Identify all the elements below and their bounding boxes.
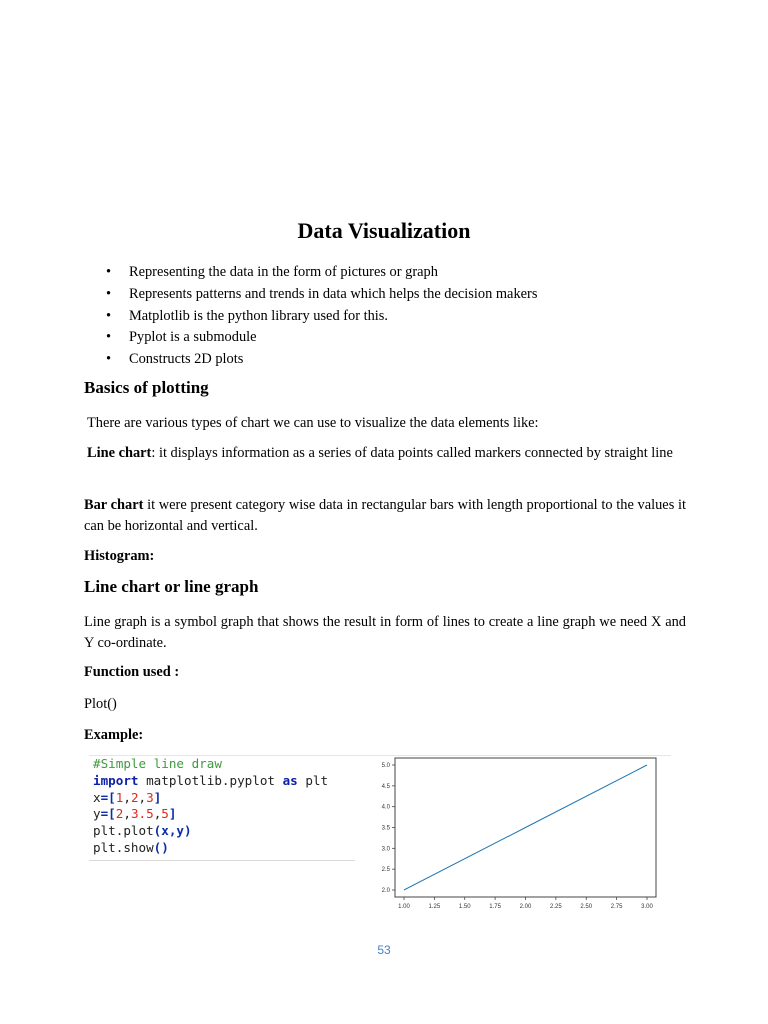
line-chart-paragraph [87,443,686,464]
code-keyword: import [93,772,139,788]
code-text: , [123,806,131,822]
code-keyword: as [282,772,298,788]
code-text: , [123,789,131,805]
series-layer [404,765,647,890]
code-operator: (x,y) [153,823,192,839]
series-line [404,765,647,890]
y-tick-label: 3.0 [381,846,390,853]
page-number: 53 [377,943,391,957]
code-line [89,806,355,823]
code-text: plt.show [93,839,154,855]
x-tick-label: 2.00 [519,904,532,910]
list-item: • Pyplot is a submodule [106,327,537,349]
y-tick-label: 3.5 [381,825,390,832]
y-tick-label: 2.0 [381,888,390,894]
x-tick-label: 2.75 [610,904,623,910]
code-block [89,756,355,861]
list-item: • Constructs 2D plots [106,349,537,371]
code-text: , [153,806,162,822]
code-line [89,823,355,840]
code-line [89,840,355,857]
line-chart-text: : it displays information as a series of data points called markers connected by straight line [151,445,673,461]
y-tick-label: 2.5 [381,867,390,874]
x-tick-label: 1.25 [428,904,441,910]
code-operator: ] [153,789,162,805]
x-axis [398,897,653,910]
code-text: matplotlib.pyplot [138,772,283,788]
bar-chart-label: Bar chart [84,497,144,513]
x-tick-label: 1.00 [398,904,410,910]
code-text: , [138,789,147,805]
code-number: 1 [115,789,124,805]
intro-paragraph: There are various types of chart we can use to visualize the data elements like: [87,415,539,431]
line-chart-label: Line chart [87,445,152,461]
code-operator: () [153,839,169,855]
y-tick-label: 5.0 [381,763,390,769]
list-item: • Representing the data in the form of pictures or graph [106,262,537,284]
code-operator: =[ [100,789,116,805]
code-text: plt [297,772,329,788]
bullet-list [106,262,537,371]
code-comment: #Simple line draw [93,756,222,771]
code-text: y [93,806,101,822]
code-number: 3.5 [130,806,154,822]
x-tick-label: 1.50 [458,904,471,910]
list-item: • Matplotlib is the python library used for this. [106,306,537,328]
code-text: x [93,789,101,805]
page-title: Data Visualization [297,218,471,243]
x-tick-label: 2.50 [580,904,593,910]
y-tick-label: 4.5 [381,783,390,790]
bar-chart-paragraph [84,495,686,536]
histogram-label: Histogram: [84,548,155,564]
heading-line-chart: Line chart or line graph [84,577,259,596]
example-label: Example: [84,727,144,743]
code-operator: =[ [100,806,116,822]
bar-chart-text: it were present category wise data in rectangular bars with length proportional to the values it can be horizontal and vertical. [84,497,686,534]
code-number: 3 [146,789,154,805]
x-tick-label: 1.75 [489,904,501,910]
code-number: 2 [115,806,124,822]
x-tick-label: 3.00 [641,904,653,910]
code-number: 2 [130,789,139,805]
code-number: 5 [161,806,169,822]
code-line [89,756,355,773]
code-line [89,773,355,790]
y-tick-label: 4.0 [381,804,390,811]
code-operator: ] [168,806,177,822]
code-text: plt.plot [93,823,154,839]
line-chart [360,756,660,916]
heading-basics-of-plotting: Basics of plotting [84,378,209,397]
function-name: Plot() [84,696,117,712]
function-used-label: Function used : [84,664,180,680]
x-tick-label: 2.25 [550,904,562,910]
line-graph-paragraph: Line graph is a symbol graph that shows the result in form of lines to create a line graph we need X and Y co-ordinate. [84,614,686,651]
list-item: • Represents patterns and trends in data which helps the decision makers [106,284,537,306]
y-axis [382,763,395,894]
code-line [89,790,355,807]
